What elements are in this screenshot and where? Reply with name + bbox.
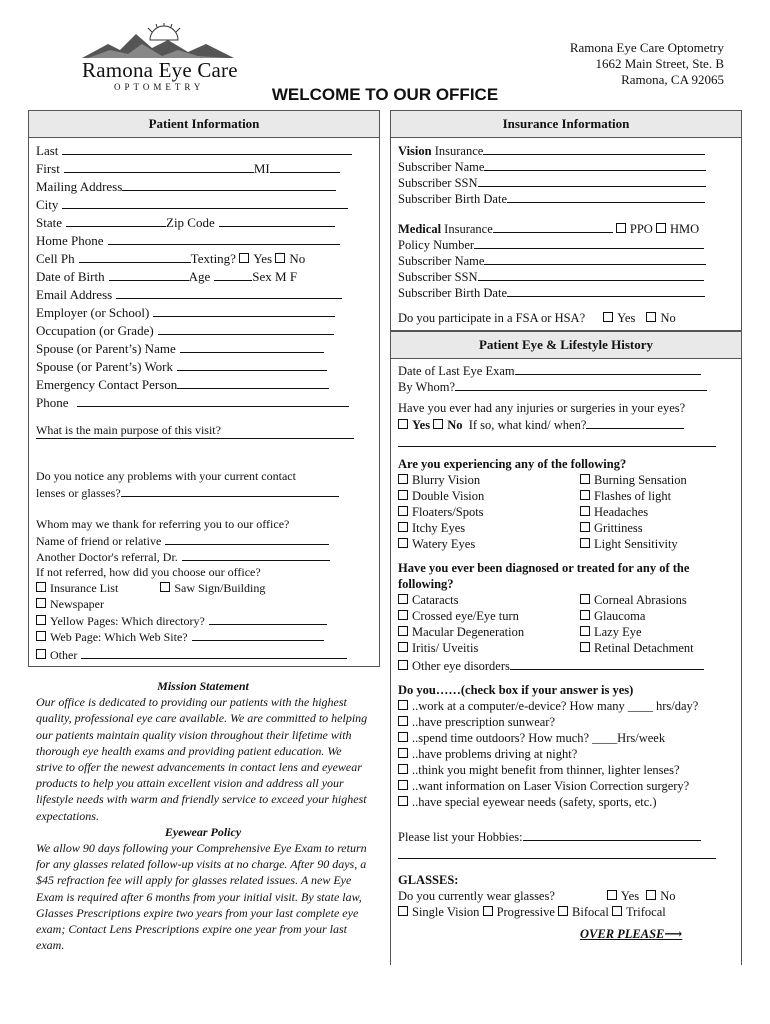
logo xyxy=(78,22,238,94)
symptom-label: Headaches xyxy=(594,505,649,519)
office-address xyxy=(570,40,724,88)
medical-subscriber-dob-label: Subscriber Birth Date xyxy=(398,286,508,300)
symptom-label: Burning Sensation xyxy=(594,473,687,487)
yellow-pages-label: Yellow Pages: Which directory? xyxy=(50,614,205,628)
vision-subscriber-dob-label: Subscriber Birth Date xyxy=(398,192,508,206)
fsa-label: Do you participate in a FSA or HSA? xyxy=(398,311,586,325)
diagnosis-label: Retinal Detachment xyxy=(594,641,694,655)
lifestyle-question: ..have special eyewear needs (safety, sports, etc.) xyxy=(412,795,657,809)
symptom-checkbox[interactable] xyxy=(398,490,408,500)
yellow-pages-field[interactable] xyxy=(209,612,327,625)
insurance-heading: Insurance Information xyxy=(390,110,742,138)
if-so-label: If so, what kind/ when? xyxy=(468,418,587,432)
address-line: Ramona Eye Care Optometry xyxy=(569,40,724,55)
lifestyle-checkbox[interactable] xyxy=(398,780,408,790)
hobbies-label: Please list your Hobbies: xyxy=(398,830,523,844)
single-vision-checkbox[interactable] xyxy=(398,906,408,916)
email-label: Email Address xyxy=(36,287,113,302)
saw-sign-checkbox[interactable] xyxy=(160,582,170,592)
symptom-checkbox[interactable] xyxy=(398,506,408,516)
diagnosis-checkbox[interactable] xyxy=(398,594,408,604)
other-label: Other xyxy=(50,648,78,662)
fsa-yes-checkbox[interactable] xyxy=(603,312,613,322)
medical-subscriber-ssn-label: Subscriber SSN xyxy=(398,270,478,284)
wear-no-label: No xyxy=(660,889,676,903)
state-field[interactable] xyxy=(66,214,166,227)
diagnosis-checkbox[interactable] xyxy=(398,642,408,652)
texting-label: Texting? xyxy=(190,251,236,266)
injuries-no-checkbox[interactable] xyxy=(433,419,443,429)
lifestyle-question: ..want information on Laser Vision Correction surgery? xyxy=(412,779,690,793)
symptom-checkbox[interactable] xyxy=(398,522,408,532)
address-line: Ramona, CA 92065 xyxy=(621,72,724,87)
hmo-label: HMO xyxy=(669,222,700,236)
diagnosis-label: Lazy Eye xyxy=(594,625,642,639)
friend-label: Name of friend or relative xyxy=(36,534,162,548)
first-name-field[interactable] xyxy=(64,160,254,173)
dob-field[interactable] xyxy=(109,268,189,281)
injuries-label: Have you ever had any injuries or surgeries in your eyes? xyxy=(398,401,686,415)
yellow-pages-checkbox[interactable] xyxy=(36,615,46,625)
logo-subtitle: OPTOMETRY xyxy=(114,82,205,92)
symptom-checkbox[interactable] xyxy=(398,474,408,484)
web-page-label: Web Page: Which Web Site? xyxy=(50,630,188,644)
injuries-extra-field[interactable] xyxy=(398,446,716,447)
single-vision-label: Single Vision xyxy=(412,905,480,919)
doctor-label: Another Doctor's referral, Dr. xyxy=(36,550,178,564)
diagnosis-label: Crossed eye/Eye turn xyxy=(412,609,519,623)
medical-subscriber-dob-field[interactable] xyxy=(507,284,705,297)
injuries-yes-label: Yes xyxy=(412,418,431,432)
injuries-no-label: No xyxy=(447,418,463,432)
insurance-section xyxy=(398,142,730,332)
hmo-checkbox[interactable] xyxy=(656,223,666,233)
last-exam-label: Date of Last Eye Exam xyxy=(398,364,515,378)
insurance-list-checkbox[interactable] xyxy=(36,582,46,592)
problems-field[interactable] xyxy=(121,484,339,497)
ppo-checkbox[interactable] xyxy=(616,223,626,233)
symptom-label: Blurry Vision xyxy=(412,473,481,487)
injuries-kind-field[interactable] xyxy=(586,416,684,429)
symptom-label: Double Vision xyxy=(412,489,485,503)
experiencing-heading: Are you experiencing any of the following? xyxy=(398,457,627,471)
no-label: No xyxy=(289,251,306,266)
hobbies-extra-field[interactable] xyxy=(398,858,716,859)
vision-insurance-label: Insurance xyxy=(431,144,484,158)
mi-field[interactable] xyxy=(270,160,340,173)
hobbies-field[interactable] xyxy=(523,828,701,841)
symptom-label: Itchy Eyes xyxy=(412,521,466,535)
web-page-field[interactable] xyxy=(192,628,324,641)
diagnosed-heading: Have you ever been diagnosed or treated for any of the xyxy=(398,561,690,575)
insurance-list-label: Insurance List xyxy=(50,581,119,595)
other-disorders-label: Other eye disorders xyxy=(412,659,510,673)
address-line: 1662 Main Street, Ste. B xyxy=(595,56,724,71)
wear-no-checkbox[interactable] xyxy=(646,890,656,900)
last-exam-field[interactable] xyxy=(515,362,701,375)
history-heading: Patient Eye & Lifestyle History xyxy=(390,331,742,359)
lifestyle-checkbox[interactable] xyxy=(398,796,408,806)
age-field[interactable] xyxy=(214,268,252,281)
wear-yes-label: Yes xyxy=(620,889,640,903)
vision-subscriber-name-label: Subscriber Name xyxy=(398,160,485,174)
other-field[interactable] xyxy=(81,646,347,659)
fsa-no-label: No xyxy=(660,311,676,325)
employer-label: Employer (or School) xyxy=(36,305,150,320)
history-section xyxy=(398,362,730,952)
vision-bold-label: Vision xyxy=(398,144,432,158)
referral-label: Whom may we thank for referring you to our office? xyxy=(36,517,290,531)
yes-label: Yes xyxy=(253,251,273,266)
lifestyle-question: ..have prescription sunwear? xyxy=(412,715,555,729)
diagnosis-label: Macular Degeneration xyxy=(412,625,525,639)
lifestyle-checkbox[interactable] xyxy=(398,716,408,726)
symptom-label: Flashes of light xyxy=(594,489,672,503)
lifestyle-checkbox[interactable] xyxy=(398,732,408,742)
last-name-label: Last xyxy=(36,143,59,158)
wear-yes-checkbox[interactable] xyxy=(607,890,617,900)
bifocal-label: Bifocal xyxy=(572,905,609,919)
diagnosis-label: Corneal Abrasions xyxy=(594,593,687,607)
web-page-checkbox[interactable] xyxy=(36,631,46,641)
spouse-name-field[interactable] xyxy=(180,340,324,353)
lifestyle-checkbox[interactable] xyxy=(398,748,408,758)
medical-subscriber-name-label: Subscriber Name xyxy=(398,254,485,268)
city-label: City xyxy=(36,197,59,212)
occupation-field[interactable] xyxy=(158,322,334,335)
diagnosed-heading-2: following? xyxy=(398,577,454,591)
vision-insurance-field[interactable] xyxy=(483,142,705,155)
mission-section xyxy=(36,678,370,953)
diagnosis-checkbox[interactable] xyxy=(580,594,590,604)
medical-subscriber-name-field[interactable] xyxy=(484,252,706,265)
trifocal-label: Trifocal xyxy=(625,905,666,919)
vision-subscriber-ssn-field[interactable] xyxy=(478,174,706,187)
eyewear-policy-text: We allow 90 days following your Comprehensive Eye Exam to return for any glasses related follow-up visits at no charge. After 90 days, a $45 refraction fee will apply for glasses related issues. A new Eye Exam is required after 6 months from your initial visit. By state law, Glasses Prescriptions expire two years from your last complete eye exam; Contact Lens Prescriptions expire one year from your last exam. xyxy=(36,841,367,953)
trifocal-checkbox[interactable] xyxy=(612,906,622,916)
policy-number-label: Policy Number xyxy=(398,238,475,252)
lifestyle-question: ..spend time outdoors? How much? ____Hrs/week xyxy=(412,731,666,745)
purpose-label: What is the main purpose of this visit? xyxy=(36,423,221,437)
wear-glasses-label: Do you currently wear glasses? xyxy=(398,889,555,903)
symptom-checkbox[interactable] xyxy=(398,538,408,548)
patient-info-heading: Patient Information xyxy=(28,110,380,138)
mailing-field[interactable] xyxy=(122,178,336,191)
emergency-field[interactable] xyxy=(177,376,329,389)
doctor-field[interactable] xyxy=(182,548,330,561)
mountain-sun-icon xyxy=(78,22,238,62)
diagnosis-label: Glaucoma xyxy=(594,609,646,623)
logo-name: Ramona Eye Care xyxy=(82,58,238,82)
vision-subscriber-name-field[interactable] xyxy=(484,158,706,171)
diagnosis-checkbox[interactable] xyxy=(580,642,590,652)
diagnosis-checkbox[interactable] xyxy=(580,610,590,620)
last-name-field[interactable] xyxy=(62,142,352,155)
diagnosis-checkbox[interactable] xyxy=(398,626,408,636)
mission-text: Our office is dedicated to providing our patients with the highest quality, professional eye care available. We are committed to helping our patients maintain quality vision throughout their lifetime with thorough eye health exams and providing patient education. We strive to offer the newest advancements in contact lens and eyewear products to help you attain excellent vision and address all your lifestyle needs with warm and friendly service to exceed your highest expectations. xyxy=(36,695,368,823)
other-disorders-field[interactable] xyxy=(510,657,704,670)
home-phone-field[interactable] xyxy=(108,232,340,245)
page-title: WELCOME TO OUR OFFICE xyxy=(271,85,499,104)
diagnosis-label: Iritis/ Uveitis xyxy=(412,641,479,655)
medical-insurance-field[interactable] xyxy=(493,220,613,233)
fsa-no-checkbox[interactable] xyxy=(646,312,656,322)
glasses-heading: GLASSES: xyxy=(398,873,459,887)
diagnosis-label: Cataracts xyxy=(412,593,459,607)
email-field[interactable] xyxy=(116,286,342,299)
symptom-label: Light Sensitivity xyxy=(594,537,678,551)
symptom-checkbox[interactable] xyxy=(580,474,590,484)
symptom-checkbox[interactable] xyxy=(580,522,590,532)
first-name-label: First xyxy=(36,161,60,176)
other-disorders-checkbox[interactable] xyxy=(398,660,408,670)
mission-heading: Mission Statement xyxy=(157,679,249,693)
symptom-label: Grittiness xyxy=(594,521,643,535)
do-you-heading: Do you……(check box if your answer is yes) xyxy=(398,683,634,697)
spouse-work-field[interactable] xyxy=(177,358,327,371)
purpose-field[interactable] xyxy=(36,438,354,439)
emergency-label: Emergency Contact Person xyxy=(36,377,178,392)
symptom-checkbox[interactable] xyxy=(580,490,590,500)
newspaper-checkbox[interactable] xyxy=(36,598,46,608)
vision-subscriber-ssn-label: Subscriber SSN xyxy=(398,176,478,190)
lifestyle-checkbox[interactable] xyxy=(398,764,408,774)
dob-label: Date of Birth xyxy=(36,269,105,284)
by-whom-label: By Whom? xyxy=(398,380,456,394)
cell-field[interactable] xyxy=(79,250,191,263)
problems-label-2: lenses or glasses? xyxy=(36,486,121,500)
vision-subscriber-dob-field[interactable] xyxy=(507,190,705,203)
diagnosis-checkbox[interactable] xyxy=(398,610,408,620)
by-whom-field[interactable] xyxy=(455,378,707,391)
ppo-label: PPO xyxy=(629,222,653,236)
progressive-label: Progressive xyxy=(496,905,555,919)
zip-label: Zip Code xyxy=(166,215,215,230)
symptom-checkbox[interactable] xyxy=(580,538,590,548)
injuries-yes-checkbox[interactable] xyxy=(398,419,408,429)
medical-insurance-label: Insurance xyxy=(441,222,493,236)
spouse-name-label: Spouse (or Parent’s) Name xyxy=(36,341,176,356)
symptom-checkbox[interactable] xyxy=(580,506,590,516)
zip-field[interactable] xyxy=(219,214,335,227)
texting-yes-checkbox[interactable] xyxy=(239,253,249,263)
sex-label: Sex M F xyxy=(252,269,298,284)
patient-info-section xyxy=(36,142,356,662)
lifestyle-question: ..have problems driving at night? xyxy=(412,747,578,761)
home-phone-label: Home Phone xyxy=(36,233,104,248)
state-label: State xyxy=(36,215,62,230)
city-field[interactable] xyxy=(62,196,348,209)
spouse-work-label: Spouse (or Parent’s) Work xyxy=(36,359,174,374)
medical-subscriber-ssn-field[interactable] xyxy=(478,268,704,281)
policy-number-field[interactable] xyxy=(474,236,704,249)
medical-bold-label: Medical xyxy=(398,222,442,236)
fsa-yes-label: Yes xyxy=(617,311,636,325)
mailing-label: Mailing Address xyxy=(36,179,123,194)
eyewear-policy-heading: Eyewear Policy xyxy=(164,824,242,839)
newspaper-label: Newspaper xyxy=(50,597,104,611)
other-checkbox[interactable] xyxy=(36,649,46,659)
lifestyle-question: ..work at a computer/e-device? How many ____ hrs/day? xyxy=(412,699,699,713)
diagnosis-checkbox[interactable] xyxy=(580,626,590,636)
progressive-checkbox[interactable] xyxy=(483,906,493,916)
symptom-label: Watery Eyes xyxy=(412,537,476,551)
occupation-label: Occupation (or Grade) xyxy=(36,323,154,338)
lifestyle-checkbox[interactable] xyxy=(398,700,408,710)
phone-field[interactable] xyxy=(77,394,349,407)
over-please-label: OVER PLEASE⟶ xyxy=(580,927,683,941)
bifocal-checkbox[interactable] xyxy=(558,906,568,916)
employer-field[interactable] xyxy=(153,304,335,317)
cell-label: Cell Ph xyxy=(36,251,75,266)
texting-no-checkbox[interactable] xyxy=(275,253,285,263)
symptom-label: Floaters/Spots xyxy=(412,505,484,519)
not-referred-label: If not referred, how did you choose our office? xyxy=(36,565,261,579)
saw-sign-label: Saw Sign/Building xyxy=(174,581,266,595)
lifestyle-question: ..think you might benefit from thinner, lighter lenses? xyxy=(412,763,680,777)
age-label: Age xyxy=(188,269,211,284)
phone-label: Phone xyxy=(36,395,69,410)
friend-field[interactable] xyxy=(165,532,329,545)
problems-label: Do you notice any problems with your current contact xyxy=(36,469,296,483)
mi-label: MI xyxy=(253,161,270,176)
